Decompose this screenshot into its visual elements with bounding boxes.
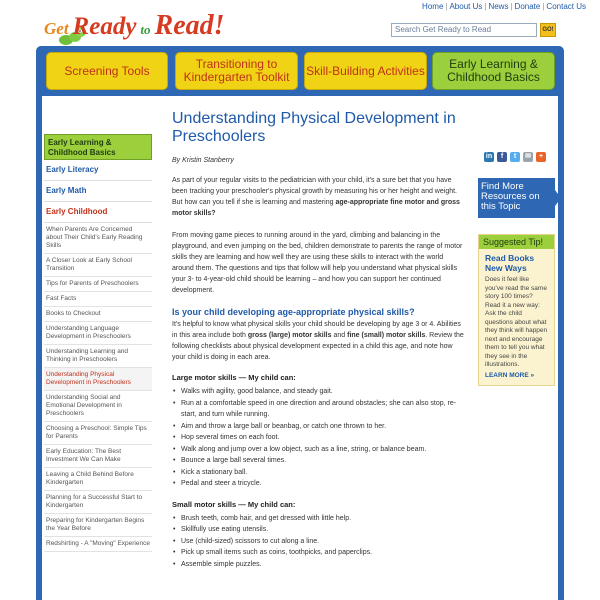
list-item: • Pick up small items such as coins, toothpicks, and paperclips. (172, 547, 464, 559)
list-item: • Walk along and jump over a low object, such as a line, string, or balance beam. (172, 444, 464, 456)
sidebar-item[interactable]: Fast Facts (44, 292, 152, 307)
large-motor-list (172, 386, 464, 490)
logo-read: Read (154, 10, 214, 41)
nav-screening-tools[interactable]: Screening Tools (46, 52, 168, 90)
skills-conjunction: and (331, 332, 348, 339)
sidebar-item[interactable]: A Closer Look at Early School Transition (44, 254, 152, 277)
linkedin-icon[interactable]: in (485, 153, 493, 160)
sidebar-cat-early-childhood[interactable]: Early Childhood (44, 202, 152, 223)
email-icon[interactable]: ✉ (523, 152, 533, 162)
small-motor-list (172, 513, 464, 571)
list-item: • Aim and throw a large ball or beanbag, or catch one thrown to her. (172, 421, 464, 433)
skills-paragraph (172, 319, 464, 363)
list-item: • Walks with agility, good balance, and steady gait. (172, 386, 464, 398)
tip-title[interactable]: Read Books New Ways (485, 253, 535, 273)
twitter-icon[interactable]: t (510, 152, 520, 162)
fine-motor-term: fine (small) motor skills (347, 332, 426, 339)
sidebar-cat-early-math[interactable]: Early Math (44, 181, 152, 202)
sidebar-item[interactable]: When Parents Are Concerned about Their Child's Early Reading Skills (44, 223, 152, 254)
get-ready-to-read-logo[interactable] (44, 4, 244, 44)
tip-body: Does it feel like you've read the same story 100 times? Read it a new way: Ask the child questions about what they think will happen next and encourage them to tell you what they see in the illustrations. (485, 276, 548, 368)
sidebar-item[interactable]: Choosing a Preschool: Simple Tips for Parents (44, 422, 152, 445)
link-separator: | (510, 2, 513, 11)
article-byline: By Kristin Stanberry (172, 157, 234, 164)
list-item: • Brush teeth, comb hair, and get dressed with little help. (172, 513, 464, 525)
skills-text: It's helpful to know what physical skills your child should be developing by age 3 or 4. Abilities in this area include both (172, 321, 461, 339)
search-go-button[interactable]: GO! (540, 23, 556, 37)
suggested-tip-box (478, 234, 555, 386)
frame-border-right (558, 96, 564, 600)
small-motor-heading: Small motor skills — My child can: (172, 499, 296, 509)
sidebar-item[interactable]: Leaving a Child Behind Before Kindergarten (44, 468, 152, 491)
link-separator: | (542, 2, 545, 11)
donate-link[interactable]: Donate (514, 2, 541, 11)
logo-get: Get (44, 19, 69, 38)
list-item: • Use (child-sized) scissors to cut along a line. (172, 536, 464, 548)
sidebar-item[interactable]: Understanding Social and Emotional Development in Preschoolers (44, 391, 152, 422)
sidebar-item[interactable]: Early Education: The Best Investment We Can Make (44, 445, 152, 468)
intro-paragraph (172, 175, 464, 219)
list-item: • Hop several times on each foot. (172, 432, 464, 444)
sidebar-item[interactable]: Redshirting - A "Moving" Experience (44, 537, 152, 552)
sidebar-item[interactable]: Preparing for Kindergarten Begins the Year Before (44, 514, 152, 537)
link-separator: | (445, 2, 448, 11)
find-more-resources-button[interactable]: Find More Resources on this Topic (478, 178, 555, 218)
page-header (0, 0, 600, 44)
page-title: Understanding Physical Development in Preschoolers (172, 110, 456, 145)
list-item: • Pedal and steer a tricycle. (172, 478, 464, 490)
skills-text-end: . Review the following checklists about physical development expected in a child this age, and note how your child is doing in each area. (172, 332, 464, 361)
logo-bang: ! (213, 10, 225, 41)
nav-early-learning[interactable]: Early Learning & Childhood Basics (432, 52, 555, 90)
logo-wordmark (44, 10, 225, 42)
sidebar (44, 134, 152, 552)
list-item: • Assemble simple puzzles. (172, 559, 464, 571)
home-link[interactable]: Home (422, 2, 444, 11)
list-item: • Skillfully use eating utensils. (172, 524, 464, 536)
list-item: • Run at a comfortable speed in one direction and around obstacles; she can also stop, re-start, and turn while running. (172, 398, 464, 421)
logo-ready: Ready (72, 13, 137, 40)
about-us-link[interactable]: About Us (449, 2, 483, 11)
tip-header: Suggested Tip! (479, 235, 554, 249)
nav-skill-building[interactable]: Skill-Building Activities (304, 52, 427, 90)
search-input[interactable]: Search Get Ready to Read (391, 23, 537, 37)
article (172, 110, 464, 570)
intro-emphasis: age-appropriate fine motor and gross motor skills? (172, 199, 460, 217)
sidebar-header[interactable]: Early Learning & Childhood Basics (44, 134, 152, 160)
learn-more-link[interactable]: LEARN MORE » (485, 371, 535, 379)
section-subheading: Is your child developing age-appropriate physical skills? (172, 307, 415, 317)
sidebar-item[interactable]: Planning for a Successful Start to Kindergarten (44, 491, 152, 514)
link-separator: | (484, 2, 487, 11)
large-motor-heading: Large motor skills — My child can: (172, 373, 296, 382)
add-share-icon[interactable]: + (536, 152, 546, 162)
gross-motor-term: gross (large) motor skills (247, 332, 332, 339)
contact-us-link[interactable]: Contact Us (546, 2, 586, 11)
sidebar-item-active[interactable]: Understanding Physical Development in Preschoolers (44, 368, 152, 391)
list-item: • Bounce a large ball several times. (172, 455, 464, 467)
utility-links (422, 2, 586, 11)
share-icons (484, 152, 552, 164)
nav-transitioning-kindergarten[interactable]: Transitioning to Kindergarten Toolkit (175, 52, 298, 90)
list-item: • Kick a stationary ball. (172, 467, 464, 479)
logo-to: to (140, 22, 151, 37)
intro-text: As part of your regular visits to the pediatrician with your child, it's a sure bet that you have been tracking your preschooler's physical growth by measuring his or her height and weight. But how can you tell if she is learning and mastering (172, 177, 457, 206)
sidebar-cat-early-literacy[interactable]: Early Literacy (44, 160, 152, 181)
sidebar-item[interactable]: Understanding Language Development in Preschoolers (44, 322, 152, 345)
sidebar-item[interactable]: Books to Checkout (44, 307, 152, 322)
facebook-icon[interactable]: f (497, 152, 507, 162)
sidebar-item[interactable]: Understanding Learning and Thinking in Preschoolers (44, 345, 152, 368)
body-paragraph: From moving game pieces to running around in the yard, climbing and balancing in the playground, and even jumping on the bed, children demonstrate to parents the range of motor skills they are learning and how well they are using these skills to interact with the world around them. The questions and tips that follow will help you understand what physical skills your 3- to 4-year-old child should be learning – and how you can support her continued development. (172, 232, 463, 294)
main-nav (36, 46, 564, 96)
frame-border-left (36, 96, 42, 600)
sidebar-item[interactable]: Tips for Parents of Preschoolers (44, 277, 152, 292)
news-link[interactable]: News (488, 2, 509, 11)
